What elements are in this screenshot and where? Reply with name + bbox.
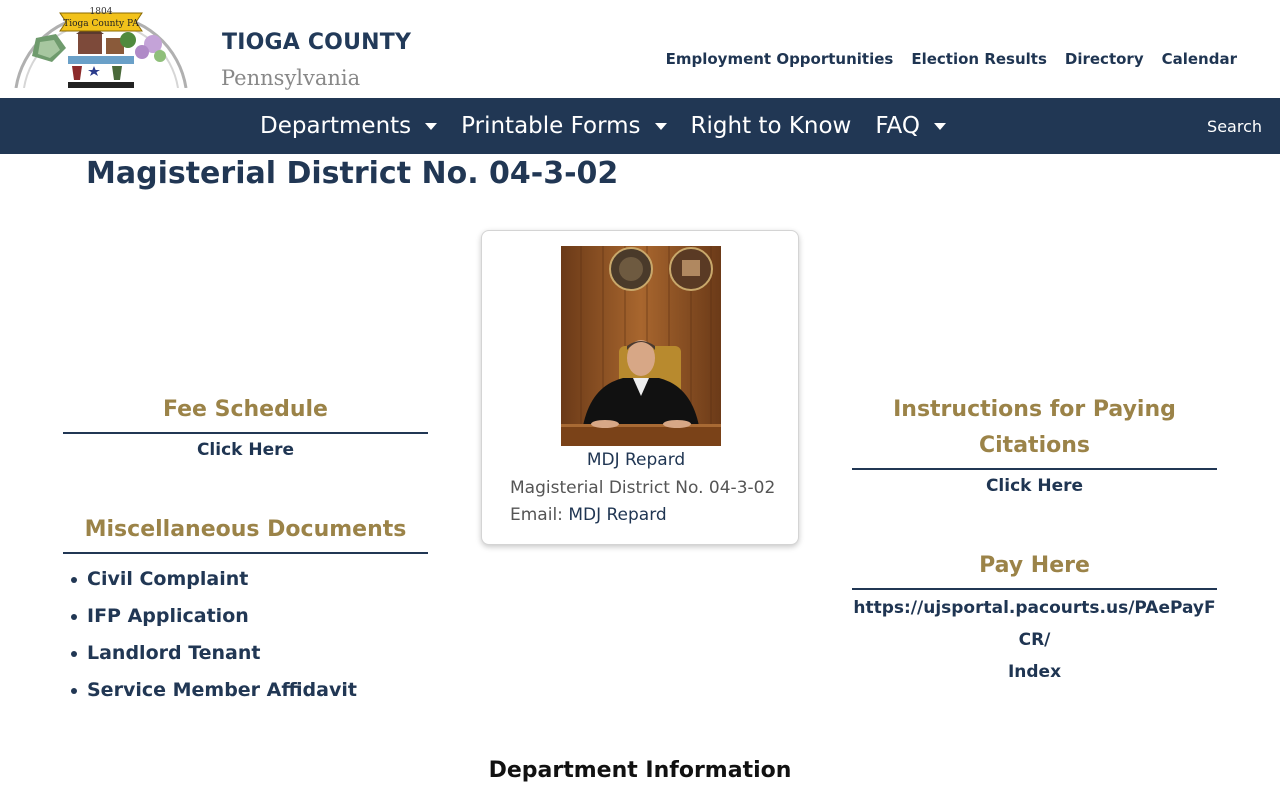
nav-menu bbox=[260, 98, 946, 154]
judge-name: MDJ Repard bbox=[586, 450, 686, 470]
judge-profile-card bbox=[481, 230, 799, 545]
citations-section bbox=[852, 392, 1217, 496]
document-link-landlord-tenant[interactable]: Landlord Tenant bbox=[67, 635, 428, 672]
site-subtitle: Pennsylvania bbox=[221, 66, 361, 90]
document-link-civil-complaint[interactable]: Civil Complaint bbox=[67, 561, 428, 598]
page-title: Magisterial District No. 04-3-02 bbox=[86, 156, 619, 191]
nav-departments-label: Departments bbox=[260, 113, 412, 139]
pay-here-heading: Pay Here bbox=[852, 548, 1217, 590]
fee-schedule-link[interactable]: Click Here bbox=[196, 440, 295, 460]
seal-year: 1804 bbox=[89, 7, 113, 17]
email-link[interactable]: MDJ Repard bbox=[568, 505, 667, 525]
citations-heading-line1: Instructions for Paying bbox=[893, 397, 1176, 422]
directory-link[interactable]: Directory bbox=[1064, 50, 1144, 68]
department-information-heading: Department Information bbox=[488, 758, 792, 783]
citations-heading-line2: Citations bbox=[979, 433, 1090, 458]
county-seal-logo[interactable] bbox=[8, 4, 194, 88]
calendar-link[interactable]: Calendar bbox=[1161, 50, 1237, 68]
nav-printable-forms-label: Printable Forms bbox=[461, 113, 641, 139]
nav-faq-label: FAQ bbox=[875, 113, 920, 139]
chevron-down-icon bbox=[425, 123, 437, 130]
nav-printable-forms[interactable] bbox=[461, 113, 666, 139]
election-results-link[interactable]: Election Results bbox=[911, 50, 1047, 68]
misc-documents-heading: Miscellaneous Documents bbox=[63, 512, 428, 554]
nav-right-to-know-label: Right to Know bbox=[690, 113, 852, 139]
document-list bbox=[63, 561, 428, 709]
pay-url-line1: https://ujsportal.pacourts.us/PAePayFCR/ bbox=[853, 598, 1216, 650]
fee-schedule-heading: Fee Schedule bbox=[63, 392, 428, 434]
employment-opportunities-link[interactable]: Employment Opportunities bbox=[665, 50, 894, 68]
chevron-down-icon bbox=[655, 123, 667, 130]
nav-faq[interactable] bbox=[875, 113, 946, 139]
nav-right-to-know[interactable] bbox=[691, 113, 852, 139]
top-links bbox=[666, 50, 1237, 68]
seal-banner-text: Tioga County PA bbox=[63, 19, 139, 29]
main-navbar bbox=[0, 98, 1280, 154]
search-button[interactable]: Search bbox=[1207, 116, 1262, 136]
document-link-service-member-affidavit[interactable]: Service Member Affidavit bbox=[67, 672, 428, 709]
chevron-down-icon bbox=[934, 123, 946, 130]
misc-documents-section bbox=[63, 512, 428, 709]
document-link-ifp-application[interactable]: IFP Application bbox=[67, 598, 428, 635]
site-title[interactable]: TIOGA COUNTY bbox=[222, 30, 412, 55]
pay-portal-link[interactable] bbox=[852, 592, 1217, 688]
pay-here-section bbox=[852, 548, 1217, 688]
site-header bbox=[0, 0, 1280, 98]
judge-district: Magisterial District No. 04-3-02 bbox=[510, 478, 776, 498]
judge-photo bbox=[561, 246, 721, 446]
judge-email bbox=[510, 505, 667, 525]
nav-departments[interactable] bbox=[260, 113, 437, 139]
citations-link[interactable]: Click Here bbox=[985, 476, 1084, 496]
pay-url-line2: Index bbox=[1007, 662, 1062, 682]
citations-heading bbox=[852, 392, 1217, 470]
email-label: Email: bbox=[510, 505, 563, 525]
fee-schedule-section bbox=[63, 392, 428, 460]
